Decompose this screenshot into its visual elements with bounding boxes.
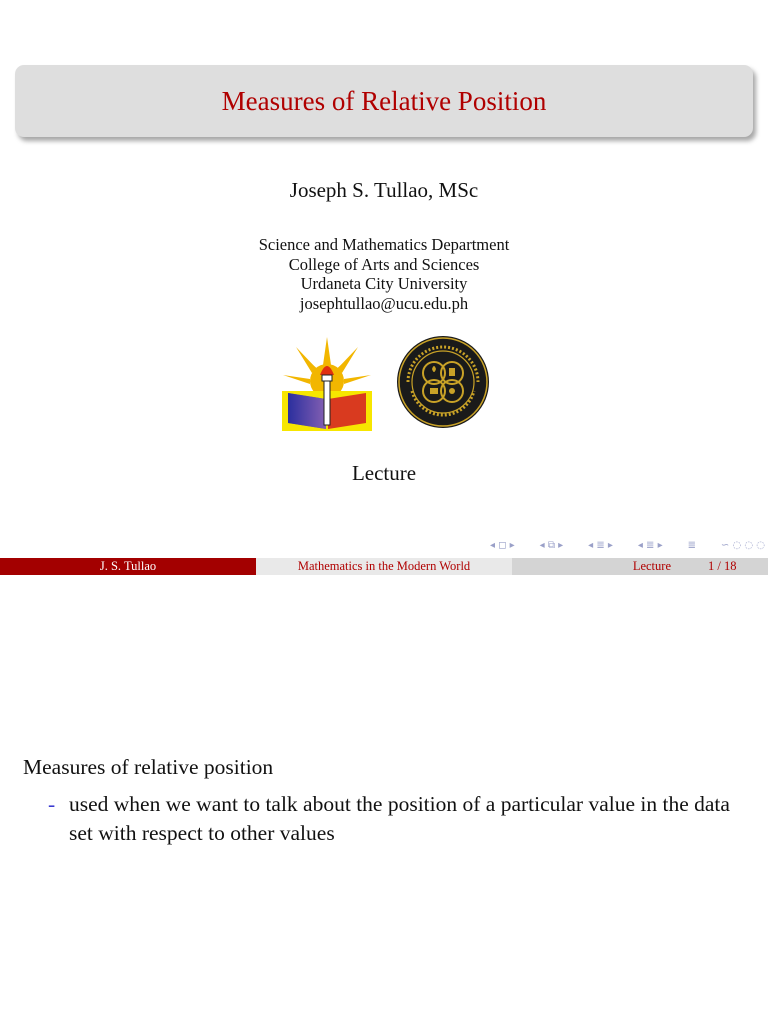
nav-frame-arrows[interactable]: ◂ ◻ ▸ [490,539,515,551]
nav-subsection-list-arrows[interactable]: ◂ ≣ ▸ [637,539,663,551]
title-box [15,65,753,137]
nav-toc-icon[interactable]: ≣ [687,539,696,551]
bullet-text: used when we want to talk about the position of a particular value in the data set with respect to other values [69,792,730,845]
author-name: Joseph S. Tullao, MSc [289,178,479,202]
slide-title: Measures of Relative Position [221,85,547,116]
slide2-heading: Measures of relative position [23,755,274,779]
footer-page-number: 1 / 18 [708,559,737,573]
footer-date: Lecture [632,559,671,573]
bullet-dash: - [48,792,56,816]
institute-college: College of Arts and Sciences [288,254,480,274]
institute-block [0,235,768,314]
beamer-navigation [490,538,765,552]
footer-author: J. S. Tullao [0,558,256,575]
logos [282,335,492,432]
nav-search-icons[interactable]: ∽ ◌ ◌ ◌ [720,539,765,551]
nav-subsection-arrows[interactable]: ◂ ⧉ ▸ [539,539,564,551]
institute-email: josephtullao@ucu.edu.ph [299,294,469,314]
university-sun-torch-logo [282,335,372,431]
institute-department: Science and Mathematics Department [258,235,510,254]
footer-bar [0,558,768,575]
nav-section-arrows[interactable]: ◂ ≣ ▸ [588,539,613,551]
slide-date: Lecture [351,461,417,485]
institute-university: Urdaneta City University [300,274,468,294]
college-of-arts-and-sciences-seal [396,335,490,429]
footer-right [512,558,768,575]
footer-title: Mathematics in the Modern World [256,558,512,575]
